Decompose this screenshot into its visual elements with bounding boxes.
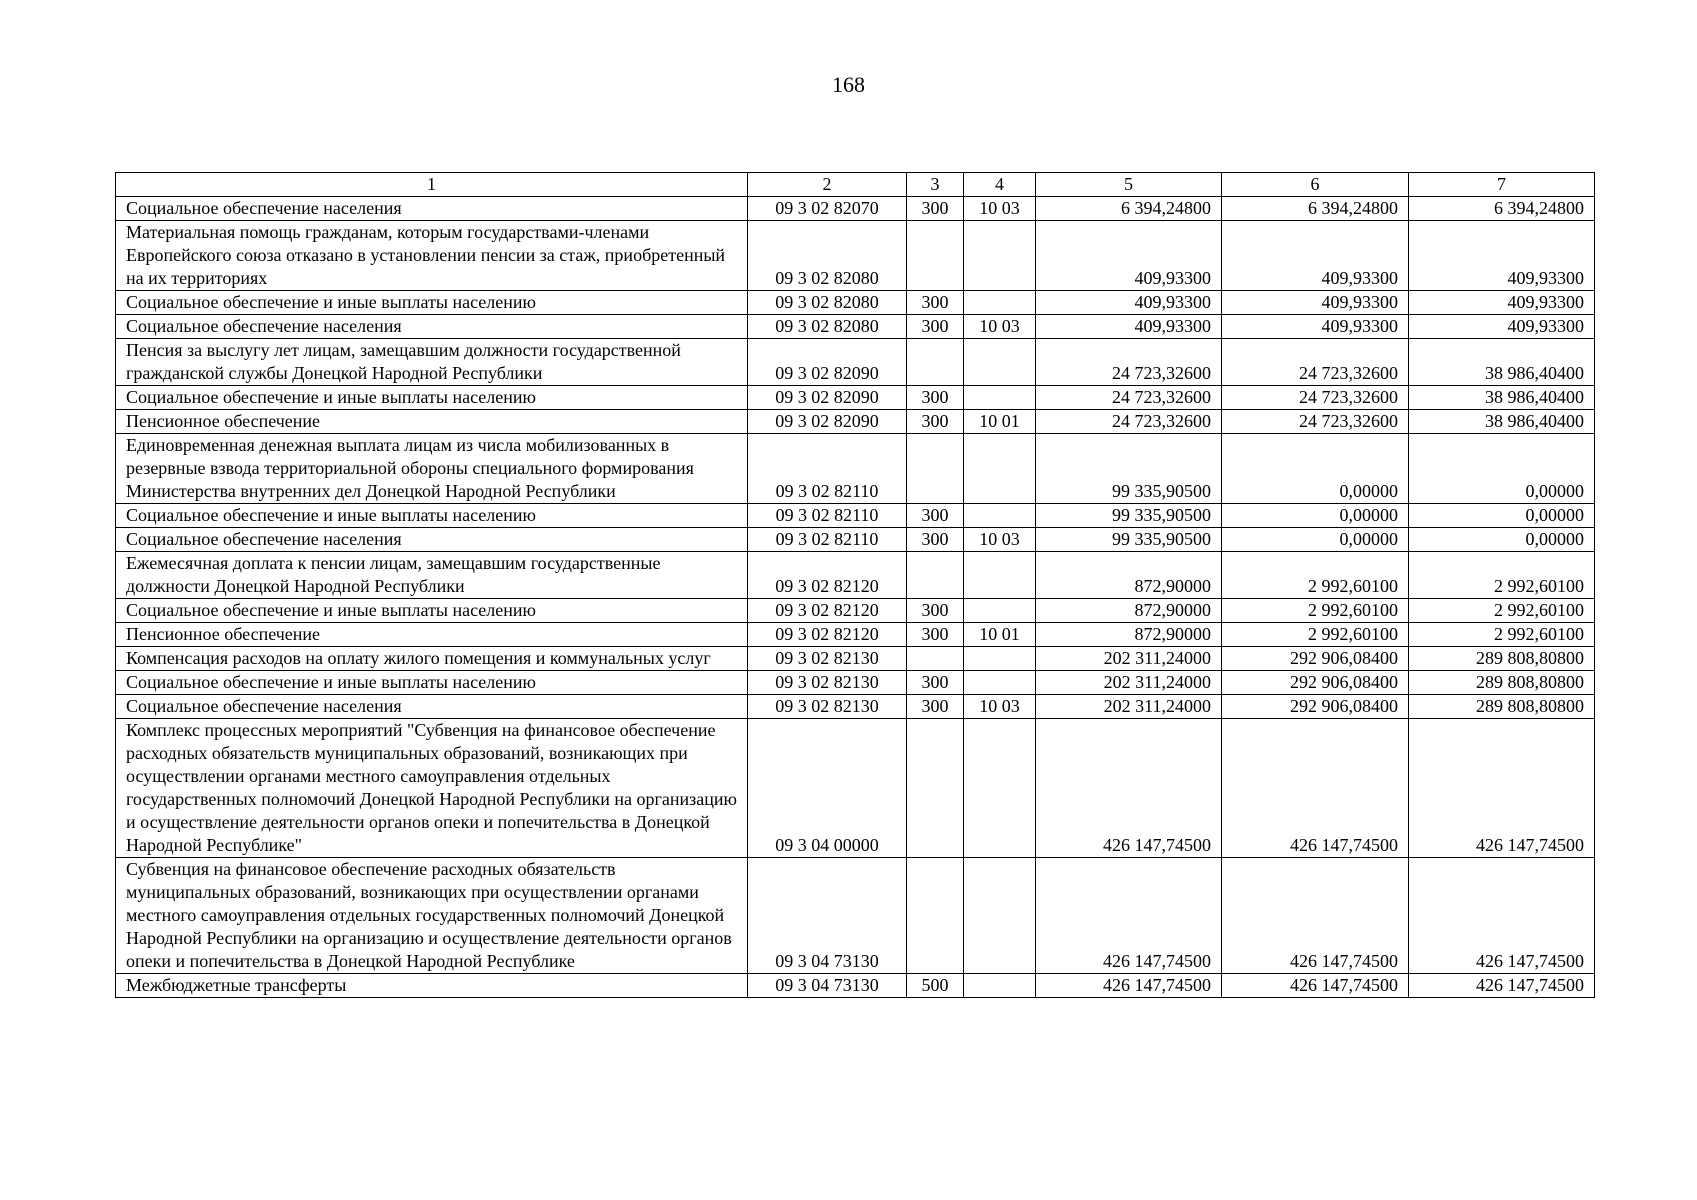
- table-row: [116, 695, 1595, 719]
- expense-type-cell: 300: [907, 197, 964, 221]
- expense-type-cell: [907, 434, 964, 504]
- table-row: [116, 719, 1595, 858]
- section-subsection-cell: 10 03: [964, 197, 1036, 221]
- amount-col5-cell: 202 311,24000: [1036, 647, 1222, 671]
- amount-col6-cell: 2 992,60100: [1222, 552, 1409, 599]
- target-article-code-cell: 09 3 04 00000: [748, 719, 907, 858]
- amount-col5-cell: 24 723,32600: [1036, 410, 1222, 434]
- row-name-cell: Единовременная денежная выплата лицам из числа мобилизованных в резервные взвода территориальной обороны специального формирования Министерства внутренних дел Донецкой Народной Республики: [116, 434, 748, 504]
- expense-type-cell: 300: [907, 528, 964, 552]
- section-subsection-cell: [964, 291, 1036, 315]
- amount-col6-cell: 292 906,08400: [1222, 647, 1409, 671]
- row-name-cell: Социальное обеспечение и иные выплаты населению: [116, 504, 748, 528]
- row-name-cell: Компенсация расходов на оплату жилого помещения и коммунальных услуг: [116, 647, 748, 671]
- amount-col6-cell: 0,00000: [1222, 504, 1409, 528]
- amount-col6-cell: 6 394,24800: [1222, 197, 1409, 221]
- section-subsection-cell: 10 01: [964, 410, 1036, 434]
- row-name-cell: Материальная помощь гражданам, которым государствами-членами Европейского союза отказано в установлении пенсии за стаж, приобретенный на их территориях: [116, 221, 748, 291]
- section-subsection-cell: 10 01: [964, 623, 1036, 647]
- amount-col6-cell: 409,93300: [1222, 291, 1409, 315]
- row-name-cell: Социальное обеспечение и иные выплаты населению: [116, 291, 748, 315]
- expense-type-cell: 300: [907, 504, 964, 528]
- row-name-cell: Межбюджетные трансферты: [116, 974, 748, 998]
- target-article-code-cell: 09 3 02 82090: [748, 386, 907, 410]
- amount-col6-cell: 426 147,74500: [1222, 858, 1409, 974]
- amount-col5-cell: 426 147,74500: [1036, 858, 1222, 974]
- table-row: [116, 858, 1595, 974]
- section-subsection-cell: [964, 974, 1036, 998]
- page-number: 168: [832, 72, 865, 97]
- expense-type-cell: 300: [907, 291, 964, 315]
- amount-col7-cell: 426 147,74500: [1409, 719, 1595, 858]
- amount-col6-cell: 426 147,74500: [1222, 719, 1409, 858]
- amount-col5-cell: 409,93300: [1036, 291, 1222, 315]
- table-row: [116, 552, 1595, 599]
- amount-col5-cell: 99 335,90500: [1036, 504, 1222, 528]
- section-subsection-cell: [964, 599, 1036, 623]
- row-name-cell: Социальное обеспечение населения: [116, 315, 748, 339]
- table-row: [116, 339, 1595, 386]
- table-row: [116, 647, 1595, 671]
- table-header-row: [116, 173, 1595, 197]
- amount-col6-cell: 292 906,08400: [1222, 695, 1409, 719]
- section-subsection-cell: 10 03: [964, 528, 1036, 552]
- target-article-code-cell: 09 3 02 82120: [748, 623, 907, 647]
- target-article-code-cell: 09 3 04 73130: [748, 858, 907, 974]
- target-article-code-cell: 09 3 02 82110: [748, 528, 907, 552]
- row-name-cell: Социальное обеспечение и иные выплаты населению: [116, 386, 748, 410]
- table-row: [116, 671, 1595, 695]
- table-row: [116, 291, 1595, 315]
- amount-col5-cell: 409,93300: [1036, 315, 1222, 339]
- section-subsection-cell: 10 03: [964, 315, 1036, 339]
- table-row: [116, 315, 1595, 339]
- amount-col7-cell: 409,93300: [1409, 315, 1595, 339]
- table-row: [116, 434, 1595, 504]
- column-header: 4: [964, 173, 1036, 197]
- expense-type-cell: 300: [907, 623, 964, 647]
- table-row: [116, 386, 1595, 410]
- section-subsection-cell: [964, 719, 1036, 858]
- target-article-code-cell: 09 3 02 82090: [748, 339, 907, 386]
- table-row: [116, 197, 1595, 221]
- row-name-cell: Пенсия за выслугу лет лицам, замещавшим должности государственной гражданской службы Донецкой Народной Республики: [116, 339, 748, 386]
- target-article-code-cell: 09 3 04 73130: [748, 974, 907, 998]
- row-name-cell: Социальное обеспечение населения: [116, 197, 748, 221]
- section-subsection-cell: [964, 221, 1036, 291]
- amount-col5-cell: 409,93300: [1036, 221, 1222, 291]
- amount-col6-cell: 24 723,32600: [1222, 410, 1409, 434]
- expense-type-cell: 300: [907, 695, 964, 719]
- amount-col6-cell: 409,93300: [1222, 315, 1409, 339]
- amount-col5-cell: 24 723,32600: [1036, 339, 1222, 386]
- target-article-code-cell: 09 3 02 82090: [748, 410, 907, 434]
- target-article-code-cell: 09 3 02 82080: [748, 291, 907, 315]
- amount-col6-cell: 2 992,60100: [1222, 623, 1409, 647]
- amount-col7-cell: 38 986,40400: [1409, 386, 1595, 410]
- expense-type-cell: 300: [907, 386, 964, 410]
- table-row: [116, 974, 1595, 998]
- expense-type-cell: 300: [907, 671, 964, 695]
- amount-col7-cell: 289 808,80800: [1409, 671, 1595, 695]
- column-header: 1: [116, 173, 748, 197]
- amount-col6-cell: 426 147,74500: [1222, 974, 1409, 998]
- amount-col7-cell: 0,00000: [1409, 434, 1595, 504]
- amount-col5-cell: 426 147,74500: [1036, 719, 1222, 858]
- target-article-code-cell: 09 3 02 82110: [748, 434, 907, 504]
- expense-type-cell: 300: [907, 315, 964, 339]
- target-article-code-cell: 09 3 02 82070: [748, 197, 907, 221]
- section-subsection-cell: [964, 434, 1036, 504]
- column-header: 5: [1036, 173, 1222, 197]
- amount-col6-cell: 24 723,32600: [1222, 386, 1409, 410]
- amount-col7-cell: 38 986,40400: [1409, 410, 1595, 434]
- row-name-cell: Комплекс процессных мероприятий "Субвенция на финансовое обеспечение расходных обязательств муниципальных образований, возникающих при осуществлении органами местного самоуправления отдельных государственных полномочий Донецкой Народной Республики на организацию и осуществление деятельности органов опеки и попечительства в Донецкой Народной Республике": [116, 719, 748, 858]
- column-header: 6: [1222, 173, 1409, 197]
- column-header: 7: [1409, 173, 1595, 197]
- amount-col7-cell: 289 808,80800: [1409, 647, 1595, 671]
- table-row: [116, 623, 1595, 647]
- amount-col7-cell: 409,93300: [1409, 221, 1595, 291]
- table-row: [116, 221, 1595, 291]
- row-name-cell: Социальное обеспечение населения: [116, 695, 748, 719]
- table-row: [116, 504, 1595, 528]
- amount-col6-cell: 0,00000: [1222, 528, 1409, 552]
- amount-col6-cell: 292 906,08400: [1222, 671, 1409, 695]
- amount-col6-cell: 409,93300: [1222, 221, 1409, 291]
- target-article-code-cell: 09 3 02 82130: [748, 647, 907, 671]
- amount-col5-cell: 202 311,24000: [1036, 695, 1222, 719]
- target-article-code-cell: 09 3 02 82110: [748, 504, 907, 528]
- amount-col5-cell: 99 335,90500: [1036, 528, 1222, 552]
- expense-type-cell: 300: [907, 599, 964, 623]
- amount-col7-cell: 426 147,74500: [1409, 974, 1595, 998]
- section-subsection-cell: [964, 647, 1036, 671]
- amount-col6-cell: 2 992,60100: [1222, 599, 1409, 623]
- section-subsection-cell: [964, 339, 1036, 386]
- amount-col7-cell: 2 992,60100: [1409, 623, 1595, 647]
- row-name-cell: Ежемесячная доплата к пенсии лицам, замещавшим государственные должности Донецкой Народной Республики: [116, 552, 748, 599]
- section-subsection-cell: [964, 671, 1036, 695]
- row-name-cell: Субвенция на финансовое обеспечение расходных обязательств муниципальных образований, возникающих при осуществлении органами местного самоуправления отдельных государственных полномочий Донецкой Народной Республики на организацию и осуществление деятельности органов опеки и попечительства в Донецкой Народной Республике: [116, 858, 748, 974]
- section-subsection-cell: [964, 386, 1036, 410]
- amount-col5-cell: 872,90000: [1036, 552, 1222, 599]
- amount-col7-cell: 0,00000: [1409, 528, 1595, 552]
- row-name-cell: Пенсионное обеспечение: [116, 410, 748, 434]
- expense-type-cell: [907, 339, 964, 386]
- budget-table: [115, 172, 1595, 998]
- column-header: 2: [748, 173, 907, 197]
- column-header: 3: [907, 173, 964, 197]
- amount-col5-cell: 6 394,24800: [1036, 197, 1222, 221]
- amount-col7-cell: 0,00000: [1409, 504, 1595, 528]
- section-subsection-cell: 10 03: [964, 695, 1036, 719]
- row-name-cell: Социальное обеспечение населения: [116, 528, 748, 552]
- amount-col5-cell: 872,90000: [1036, 599, 1222, 623]
- amount-col7-cell: 409,93300: [1409, 291, 1595, 315]
- amount-col5-cell: 202 311,24000: [1036, 671, 1222, 695]
- target-article-code-cell: 09 3 02 82130: [748, 671, 907, 695]
- amount-col7-cell: 426 147,74500: [1409, 858, 1595, 974]
- target-article-code-cell: 09 3 02 82080: [748, 315, 907, 339]
- target-article-code-cell: 09 3 02 82130: [748, 695, 907, 719]
- amount-col7-cell: 38 986,40400: [1409, 339, 1595, 386]
- amount-col5-cell: 426 147,74500: [1036, 974, 1222, 998]
- expense-type-cell: [907, 719, 964, 858]
- section-subsection-cell: [964, 552, 1036, 599]
- table-body: [116, 197, 1595, 998]
- table-row: [116, 528, 1595, 552]
- expense-type-cell: [907, 858, 964, 974]
- section-subsection-cell: [964, 504, 1036, 528]
- expense-type-cell: [907, 647, 964, 671]
- amount-col5-cell: 24 723,32600: [1036, 386, 1222, 410]
- row-name-cell: Социальное обеспечение и иные выплаты населению: [116, 599, 748, 623]
- amount-col5-cell: 99 335,90500: [1036, 434, 1222, 504]
- expense-type-cell: 500: [907, 974, 964, 998]
- target-article-code-cell: 09 3 02 82120: [748, 552, 907, 599]
- amount-col5-cell: 872,90000: [1036, 623, 1222, 647]
- amount-col7-cell: 2 992,60100: [1409, 599, 1595, 623]
- table-row: [116, 599, 1595, 623]
- amount-col6-cell: 24 723,32600: [1222, 339, 1409, 386]
- expense-type-cell: 300: [907, 410, 964, 434]
- target-article-code-cell: 09 3 02 82120: [748, 599, 907, 623]
- target-article-code-cell: 09 3 02 82080: [748, 221, 907, 291]
- amount-col7-cell: 289 808,80800: [1409, 695, 1595, 719]
- row-name-cell: Пенсионное обеспечение: [116, 623, 748, 647]
- row-name-cell: Социальное обеспечение и иные выплаты населению: [116, 671, 748, 695]
- amount-col7-cell: 6 394,24800: [1409, 197, 1595, 221]
- expense-type-cell: [907, 221, 964, 291]
- table-row: [116, 410, 1595, 434]
- section-subsection-cell: [964, 858, 1036, 974]
- amount-col6-cell: 0,00000: [1222, 434, 1409, 504]
- expense-type-cell: [907, 552, 964, 599]
- amount-col7-cell: 2 992,60100: [1409, 552, 1595, 599]
